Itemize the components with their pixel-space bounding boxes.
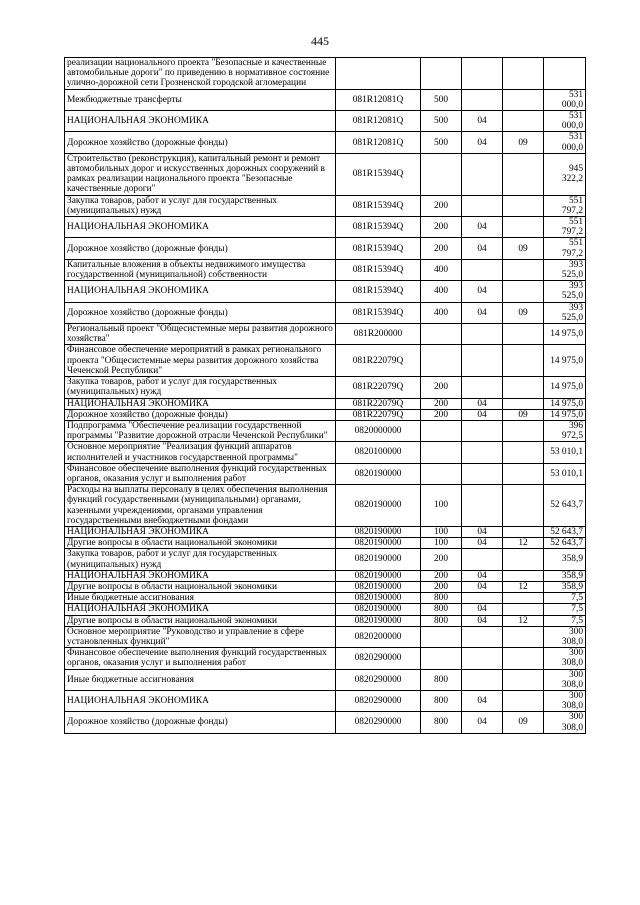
amount-cell [544, 58, 586, 90]
table-row [65, 669, 586, 690]
expense-type-cell [421, 626, 462, 647]
expense-name-cell: Капитальные вложения в объекты недвижимого имущества государственной (муниципальной) собственности [65, 259, 336, 280]
expense-type-cell: 800 [421, 712, 462, 733]
amount-cell: 300 308,0 [544, 626, 586, 647]
subsection-cell [503, 153, 544, 195]
expense-name-cell: Другие вопросы в области национальной экономики [65, 581, 336, 592]
table-row [65, 570, 586, 581]
subsection-cell: 09 [503, 238, 544, 259]
table-row [65, 409, 586, 420]
expense-name-cell: Дорожное хозяйство (дорожные фонды) [65, 132, 336, 153]
expense-name-cell: Финансовое обеспечение мероприятий в рамках регионального проекта "Общесистемные меры развития дорожного хозяйства Чеченской Республики" [65, 345, 336, 377]
expense-name-cell: Финансовое обеспечение выполнения функций государственных органов, оказания услуг и выполнения работ [65, 648, 336, 669]
expense-type-cell: 800 [421, 604, 462, 615]
amount-cell: 551 797,2 [544, 217, 586, 238]
table-row [65, 132, 586, 153]
subsection-cell [503, 111, 544, 132]
amount-cell: 52 643,7 [544, 526, 586, 537]
expense-type-cell: 200 [421, 377, 462, 398]
expense-name-cell: НАЦИОНАЛЬНАЯ ЭКОНОМИКА [65, 526, 336, 537]
section-cell: 04 [462, 281, 503, 302]
target-article-cell: 081R15394Q [336, 238, 421, 259]
expense-name-cell: НАЦИОНАЛЬНАЯ ЭКОНОМИКА [65, 690, 336, 711]
table-row [65, 615, 586, 626]
target-article-cell: 081R15394Q [336, 259, 421, 280]
expense-type-cell: 800 [421, 669, 462, 690]
amount-cell: 14 975,0 [544, 409, 586, 420]
subsection-cell: 12 [503, 581, 544, 592]
expense-type-cell: 800 [421, 690, 462, 711]
amount-cell: 52 643,7 [544, 538, 586, 549]
section-cell: 04 [462, 302, 503, 323]
table-row [65, 324, 586, 345]
expense-name-cell: Основное мероприятие "Реализация функций аппаратов исполнителей и участников государственной программы" [65, 442, 336, 463]
expense-name-cell: Основное мероприятие "Руководство и управление в сфере установленных функций" [65, 626, 336, 647]
table-row [65, 58, 586, 90]
amount-cell: 300 308,0 [544, 712, 586, 733]
expense-type-cell [421, 463, 462, 484]
page-number: 445 [311, 34, 329, 48]
amount-cell: 7,5 [544, 615, 586, 626]
table-row [65, 238, 586, 259]
table-row [65, 259, 586, 280]
section-cell: 04 [462, 690, 503, 711]
subsection-cell [503, 195, 544, 216]
amount-cell: 551 797,2 [544, 238, 586, 259]
target-article-cell: 0820190000 [336, 581, 421, 592]
target-article-cell: 0820190000 [336, 526, 421, 537]
section-cell [462, 648, 503, 669]
expense-type-cell: 500 [421, 89, 462, 110]
expense-type-cell: 400 [421, 259, 462, 280]
table-row [65, 153, 586, 195]
subsection-cell [503, 442, 544, 463]
target-article-cell: 081R12081Q [336, 111, 421, 132]
subsection-cell: 12 [503, 538, 544, 549]
table-row [65, 581, 586, 592]
section-cell [462, 442, 503, 463]
expense-name-cell: Другие вопросы в области национальной экономики [65, 538, 336, 549]
table-row [65, 593, 586, 604]
target-article-cell: 0820200000 [336, 626, 421, 647]
section-cell [462, 259, 503, 280]
table-row [65, 690, 586, 711]
section-cell: 04 [462, 409, 503, 420]
section-cell: 04 [462, 570, 503, 581]
subsection-cell [503, 570, 544, 581]
target-article-cell: 0820190000 [336, 593, 421, 604]
expense-name-cell: НАЦИОНАЛЬНАЯ ЭКОНОМИКА [65, 570, 336, 581]
target-article-cell: 081R22079Q [336, 345, 421, 377]
table-row [65, 538, 586, 549]
expense-type-cell: 200 [421, 195, 462, 216]
amount-cell: 945 322,2 [544, 153, 586, 195]
amount-cell: 14 975,0 [544, 377, 586, 398]
expense-type-cell [421, 58, 462, 90]
expense-name-cell: НАЦИОНАЛЬНАЯ ЭКОНОМИКА [65, 398, 336, 409]
amount-cell: 531 000,0 [544, 132, 586, 153]
expense-type-cell [421, 442, 462, 463]
section-cell [462, 669, 503, 690]
target-article-cell: 0820290000 [336, 669, 421, 690]
subsection-cell [503, 89, 544, 110]
expense-type-cell: 200 [421, 398, 462, 409]
section-cell: 04 [462, 526, 503, 537]
amount-cell: 358,9 [544, 581, 586, 592]
amount-cell: 14 975,0 [544, 345, 586, 377]
target-article-cell: 0820290000 [336, 690, 421, 711]
subsection-cell [503, 345, 544, 377]
subsection-cell [503, 58, 544, 90]
subsection-cell [503, 259, 544, 280]
section-cell: 04 [462, 581, 503, 592]
table-row [65, 604, 586, 615]
table-row [65, 626, 586, 647]
section-cell: 04 [462, 132, 503, 153]
expense-type-cell [421, 420, 462, 441]
section-cell: 04 [462, 398, 503, 409]
expense-name-cell: Дорожное хозяйство (дорожные фонды) [65, 238, 336, 259]
section-cell: 04 [462, 111, 503, 132]
subsection-cell [503, 526, 544, 537]
expense-type-cell: 100 [421, 538, 462, 549]
section-cell [462, 463, 503, 484]
subsection-cell [503, 593, 544, 604]
expense-name-cell: Другие вопросы в области национальной экономики [65, 615, 336, 626]
table-row [65, 442, 586, 463]
expense-name-cell: Расходы на выплаты персоналу в целях обеспечения выполнения функций государственными (муниципальными) органами, казенными учреждениями, органами управления государственными внебюджетными фондами [65, 485, 336, 527]
expense-name-cell: Строительство (реконструкция), капитальный ремонт и ремонт автомобильных дорог и искусственных дорожных сооружений в рамках реализации национального проекта "Безопасные качественные дороги" [65, 153, 336, 195]
table-row [65, 195, 586, 216]
expense-name-cell: НАЦИОНАЛЬНАЯ ЭКОНОМИКА [65, 281, 336, 302]
target-article-cell: 0820190000 [336, 485, 421, 527]
target-article-cell: 081R12081Q [336, 132, 421, 153]
expense-type-cell: 500 [421, 132, 462, 153]
target-article-cell: 0820190000 [336, 570, 421, 581]
section-cell [462, 626, 503, 647]
table-row [65, 302, 586, 323]
expense-type-cell [421, 345, 462, 377]
section-cell [462, 58, 503, 90]
target-article-cell: 081R22079Q [336, 398, 421, 409]
expense-type-cell [421, 324, 462, 345]
section-cell [462, 89, 503, 110]
subsection-cell [503, 281, 544, 302]
subsection-cell: 09 [503, 409, 544, 420]
target-article-cell [336, 58, 421, 90]
section-cell [462, 420, 503, 441]
expense-name-cell: Финансовое обеспечение выполнения функций государственных органов, оказания услуг и выполнения работ [65, 463, 336, 484]
table-row [65, 463, 586, 484]
expense-name-cell: НАЦИОНАЛЬНАЯ ЭКОНОМИКА [65, 217, 336, 238]
table-row [65, 111, 586, 132]
table-row [65, 712, 586, 733]
amount-cell: 396 972,5 [544, 420, 586, 441]
target-article-cell: 0820190000 [336, 615, 421, 626]
table-row [65, 281, 586, 302]
target-article-cell: 0820290000 [336, 648, 421, 669]
table-row [65, 526, 586, 537]
subsection-cell [503, 485, 544, 527]
subsection-cell: 12 [503, 615, 544, 626]
target-article-cell: 0820190000 [336, 549, 421, 570]
target-article-cell: 0820290000 [336, 712, 421, 733]
expense-type-cell: 200 [421, 549, 462, 570]
expense-type-cell: 200 [421, 409, 462, 420]
table-row [65, 549, 586, 570]
section-cell [462, 195, 503, 216]
amount-cell: 7,5 [544, 604, 586, 615]
expense-name-cell: Закупка товаров, работ и услуг для государственных (муниципальных) нужд [65, 549, 336, 570]
section-cell [462, 153, 503, 195]
table-row [65, 345, 586, 377]
table-row [65, 648, 586, 669]
amount-cell: 300 308,0 [544, 648, 586, 669]
table-row [65, 485, 586, 527]
budget-table [64, 57, 586, 734]
subsection-cell [503, 463, 544, 484]
expense-type-cell: 200 [421, 581, 462, 592]
expense-name-cell: Иные бюджетные ассигнования [65, 593, 336, 604]
expense-name-cell: Подпрограмма "Обеспечение реализации государственной программы "Развитие дорожной отрасли Чеченской Республики" [65, 420, 336, 441]
amount-cell: 393 525,0 [544, 281, 586, 302]
subsection-cell [503, 420, 544, 441]
subsection-cell [503, 648, 544, 669]
expense-type-cell: 200 [421, 238, 462, 259]
target-article-cell: 081R22079Q [336, 377, 421, 398]
amount-cell: 53 010,1 [544, 442, 586, 463]
amount-cell: 531 000,0 [544, 89, 586, 110]
target-article-cell: 081R15394Q [336, 195, 421, 216]
subsection-cell [503, 377, 544, 398]
expense-name-cell: Региональный проект "Общесистемные меры развития дорожного хозяйства" [65, 324, 336, 345]
amount-cell: 393 525,0 [544, 259, 586, 280]
expense-type-cell: 200 [421, 217, 462, 238]
amount-cell: 358,9 [544, 570, 586, 581]
expense-name-cell: Дорожное хозяйство (дорожные фонды) [65, 302, 336, 323]
section-cell [462, 345, 503, 377]
table-row [65, 217, 586, 238]
amount-cell: 300 308,0 [544, 690, 586, 711]
amount-cell: 358,9 [544, 549, 586, 570]
amount-cell: 551 797,2 [544, 195, 586, 216]
subsection-cell [503, 398, 544, 409]
expense-name-cell: Дорожное хозяйство (дорожные фонды) [65, 712, 336, 733]
expense-type-cell: 500 [421, 111, 462, 132]
target-article-cell: 081R15394Q [336, 217, 421, 238]
amount-cell: 7,5 [544, 593, 586, 604]
target-article-cell: 081R15394Q [336, 153, 421, 195]
expense-name-cell: Межбюджетные трансферты [65, 89, 336, 110]
expense-type-cell: 200 [421, 570, 462, 581]
expense-name-cell: Закупка товаров, работ и услуг для государственных (муниципальных) нужд [65, 195, 336, 216]
expense-name-cell: Иные бюджетные ассигнования [65, 669, 336, 690]
amount-cell: 300 308,0 [544, 669, 586, 690]
subsection-cell [503, 549, 544, 570]
expense-type-cell [421, 153, 462, 195]
expense-name-cell: НАЦИОНАЛЬНАЯ ЭКОНОМИКА [65, 111, 336, 132]
expense-name-cell: НАЦИОНАЛЬНАЯ ЭКОНОМИКА [65, 604, 336, 615]
expense-type-cell: 800 [421, 593, 462, 604]
expense-name-cell: Дорожное хозяйство (дорожные фонды) [65, 409, 336, 420]
section-cell [462, 324, 503, 345]
subsection-cell [503, 690, 544, 711]
target-article-cell: 0820000000 [336, 420, 421, 441]
section-cell: 04 [462, 604, 503, 615]
section-cell: 04 [462, 615, 503, 626]
target-article-cell: 0820100000 [336, 442, 421, 463]
amount-cell: 393 525,0 [544, 302, 586, 323]
target-article-cell: 0820190000 [336, 538, 421, 549]
target-article-cell: 081R15394Q [336, 302, 421, 323]
table-row [65, 398, 586, 409]
target-article-cell: 0820190000 [336, 604, 421, 615]
expense-type-cell: 100 [421, 485, 462, 527]
section-cell [462, 377, 503, 398]
amount-cell: 14 975,0 [544, 398, 586, 409]
subsection-cell [503, 626, 544, 647]
section-cell [462, 485, 503, 527]
expense-name-cell: Закупка товаров, работ и услуг для государственных (муниципальных) нужд [65, 377, 336, 398]
section-cell [462, 593, 503, 604]
target-article-cell: 081R22079Q [336, 409, 421, 420]
amount-cell: 52 643,7 [544, 485, 586, 527]
section-cell: 04 [462, 217, 503, 238]
amount-cell: 53 010,1 [544, 463, 586, 484]
section-cell: 04 [462, 238, 503, 259]
expense-type-cell: 100 [421, 526, 462, 537]
section-cell [462, 549, 503, 570]
target-article-cell: 081R15394Q [336, 281, 421, 302]
table-row [65, 377, 586, 398]
section-cell: 04 [462, 538, 503, 549]
target-article-cell: 081R200000 [336, 324, 421, 345]
expense-type-cell: 400 [421, 302, 462, 323]
expense-type-cell: 800 [421, 615, 462, 626]
target-article-cell: 081R12081Q [336, 89, 421, 110]
subsection-cell [503, 604, 544, 615]
subsection-cell: 09 [503, 302, 544, 323]
subsection-cell [503, 669, 544, 690]
expense-name-cell: реализации национального проекта "Безопасные и качественные автомобильные дороги" по приведению в нормативное состояние улично-дорожной сети Грозненской городской агломерации [65, 58, 336, 90]
target-article-cell: 0820190000 [336, 463, 421, 484]
subsection-cell: 09 [503, 712, 544, 733]
expense-type-cell [421, 648, 462, 669]
budget-table-body [65, 58, 586, 734]
amount-cell: 531 000,0 [544, 111, 586, 132]
expense-type-cell: 400 [421, 281, 462, 302]
amount-cell: 14 975,0 [544, 324, 586, 345]
table-row [65, 420, 586, 441]
table-row [65, 89, 586, 110]
subsection-cell: 09 [503, 132, 544, 153]
section-cell: 04 [462, 712, 503, 733]
subsection-cell [503, 217, 544, 238]
subsection-cell [503, 324, 544, 345]
